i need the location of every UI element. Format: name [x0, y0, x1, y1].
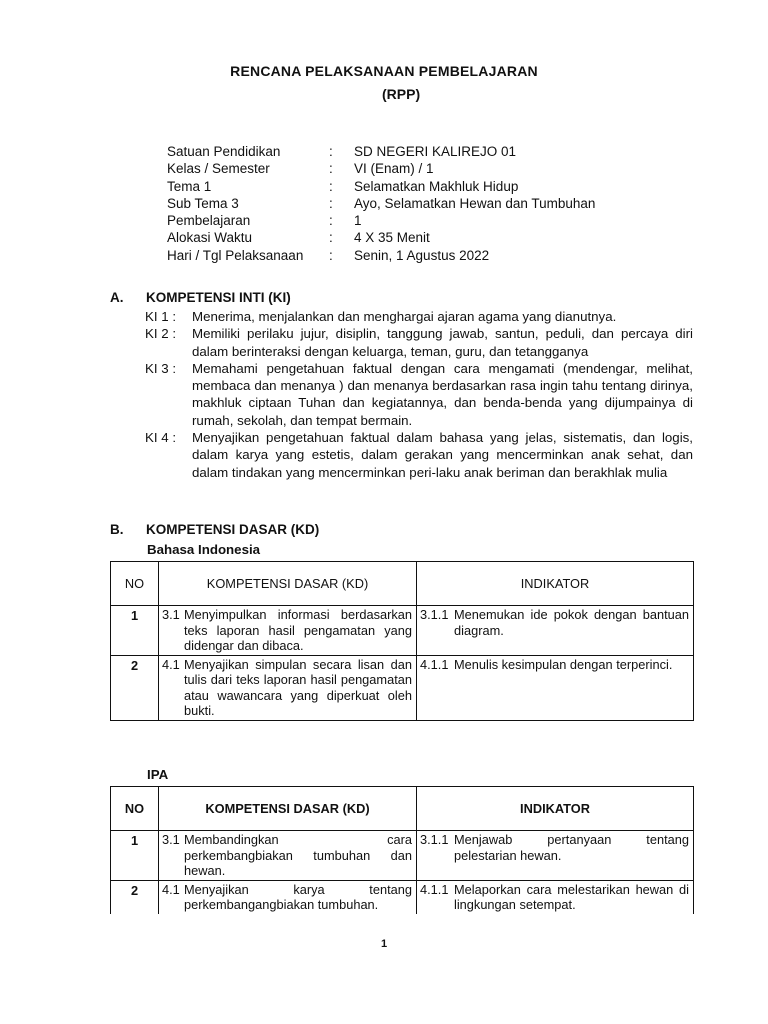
ki-text: Menyajikan pengetahuan faktual dalam bahasa yang jelas, sistematis, dan logis, dalam karya yang estetis, dalam gerakan yang mencerminkan anak sehat, dan dalam tindakan yang mencerminkan peri-laku anak beriman dan berakhlak mulia [192, 430, 693, 480]
indikator-code: 3.1.1 [420, 832, 449, 847]
indikator-code: 3.1.1 [420, 607, 449, 622]
identity-row [167, 212, 595, 229]
identity-row [167, 195, 595, 212]
row-number: 1 [111, 606, 159, 656]
identity-colon: : [329, 195, 333, 211]
indikator-code: 4.1.1 [420, 881, 449, 897]
section-title: KOMPETENSI INTI (KI) [146, 290, 291, 305]
ki-text: Menerima, menjalankan dan menghargai ajaran agama yang dianutnya. [192, 309, 617, 324]
kd-code: 3.1 [162, 832, 180, 847]
column-header-kd: KOMPETENSI DASAR (KD) [159, 562, 417, 606]
identity-row [167, 178, 595, 195]
identity-table [167, 143, 595, 264]
identity-value: Senin, 1 Agustus 2022 [354, 247, 490, 263]
ki-item [145, 360, 693, 429]
identity-value: 4 X 35 Menit [354, 230, 430, 246]
column-header-indikator: INDIKATOR [417, 562, 694, 606]
identity-row [167, 143, 595, 160]
kd-cell [159, 655, 417, 720]
indikator-text: Menemukan ide pokok dengan bantuan diagram. [454, 607, 689, 638]
document-title: RENCANA PELAKSANAAN PEMBELAJARAN [230, 63, 538, 79]
page-number: 1 [380, 938, 388, 950]
identity-key: Pembelajaran [167, 213, 251, 229]
kd-code: 4.1 [162, 656, 180, 672]
indikator-text: Melaporkan cara melestarikan hewan di lingkungan setempat. [454, 881, 689, 912]
kd-cell [159, 831, 417, 881]
identity-value: SD NEGERI KALIREJO 01 [354, 144, 517, 159]
column-header-kd: KOMPETENSI DASAR (KD) [159, 787, 417, 831]
table-row [111, 831, 694, 881]
identity-key: Alokasi Waktu [167, 230, 253, 246]
column-header-no: NO [111, 787, 159, 831]
column-header-no: NO [111, 562, 159, 606]
indikator-text: Menjawab pertanyaan tentang pelestarian hewan. [454, 832, 689, 863]
indikator-cell [417, 655, 694, 720]
kd-table-bahasa [110, 561, 694, 721]
ki-text: Memahami pengetahuan faktual dengan cara mengamati (mendengar, melihat, membaca dan menanya ) dan menanya berdasarkan rasa ingin tahu tentang dirinya, makhluk ciptaan Tuhan dan kegiatannya, dan benda-benda yang dijumpainya di rumah, sekolah, dan tempat bermain. [192, 360, 693, 428]
table-header-row [111, 787, 694, 831]
kd-text: Menyajikan simpulan secara lisan dan tulis dari teks laporan hasil pengamatan atau wawancara yang diperkuat oleh bukti. [184, 656, 412, 718]
ki-label: KI 1 : [145, 309, 177, 324]
identity-colon: : [329, 213, 333, 229]
identity-value: 1 [354, 213, 362, 229]
identity-colon: : [329, 230, 333, 246]
document-subtitle: (RPP) [382, 86, 421, 102]
ki-text: Memiliki perilaku jujur, disiplin, tanggung jawab, santun, peduli, dan percaya diri dalam berinteraksi dengan keluarga, teman, guru, dan tetangganya [192, 326, 693, 359]
row-number: 2 [111, 655, 159, 720]
identity-colon: : [329, 247, 333, 263]
table-row [111, 655, 694, 720]
kd-table-ipa [110, 786, 694, 914]
identity-key: Kelas / Semester [167, 161, 270, 177]
ki-item [145, 429, 693, 481]
ki-label: KI 4 : [145, 430, 177, 446]
indikator-text: Menulis kesimpulan dengan terperinci. [454, 656, 673, 672]
table-row [111, 880, 694, 914]
identity-key: Sub Tema 3 [167, 195, 239, 211]
identity-value: Ayo, Selamatkan Hewan dan Tumbuhan [354, 195, 596, 211]
identity-colon: : [329, 161, 333, 177]
kd-text: Menyajikan karya tentang perkembangangbiakan tumbuhan. [184, 881, 412, 912]
identity-key: Hari / Tgl Pelaksanaan [167, 247, 304, 263]
indikator-cell [417, 880, 694, 914]
subject-heading-bahasa: Bahasa Indonesia [147, 542, 261, 557]
ki-item [145, 308, 693, 325]
identity-row [167, 160, 595, 177]
kd-cell [159, 606, 417, 656]
kd-code: 4.1 [162, 881, 180, 897]
table-header-row [111, 562, 694, 606]
ki-label: KI 3 : [145, 360, 177, 376]
kd-text: Menyimpulkan informasi berdasarkan teks laporan hasil pengamatan yang didengar dan dibaca. [184, 607, 412, 653]
identity-key: Satuan Pendidikan [167, 144, 281, 159]
identity-row [167, 229, 595, 246]
section-title: KOMPETENSI DASAR (KD) [146, 522, 320, 537]
identity-value: VI (Enam) / 1 [354, 161, 434, 177]
column-header-indikator: INDIKATOR [417, 787, 694, 831]
row-number: 2 [111, 880, 159, 914]
subject-heading-ipa: IPA [147, 767, 169, 782]
indikator-cell [417, 606, 694, 656]
identity-colon: : [329, 178, 333, 194]
ki-item [145, 325, 693, 360]
identity-colon: : [329, 144, 333, 159]
kd-text: Membandingkan cara perkembangbiakan tumbuhan dan hewan. [184, 832, 412, 878]
row-number: 1 [111, 831, 159, 881]
identity-key: Tema 1 [167, 178, 212, 194]
ki-list [145, 308, 693, 481]
kd-code: 3.1 [162, 607, 180, 622]
indikator-code: 4.1.1 [420, 656, 449, 672]
table-row [111, 606, 694, 656]
ki-label: KI 2 : [145, 326, 177, 342]
section-letter: B. [110, 522, 124, 537]
indikator-cell [417, 831, 694, 881]
kd-cell [159, 880, 417, 914]
identity-value: Selamatkan Makhluk Hidup [354, 178, 519, 194]
section-letter: A. [110, 290, 124, 305]
identity-row [167, 247, 595, 264]
